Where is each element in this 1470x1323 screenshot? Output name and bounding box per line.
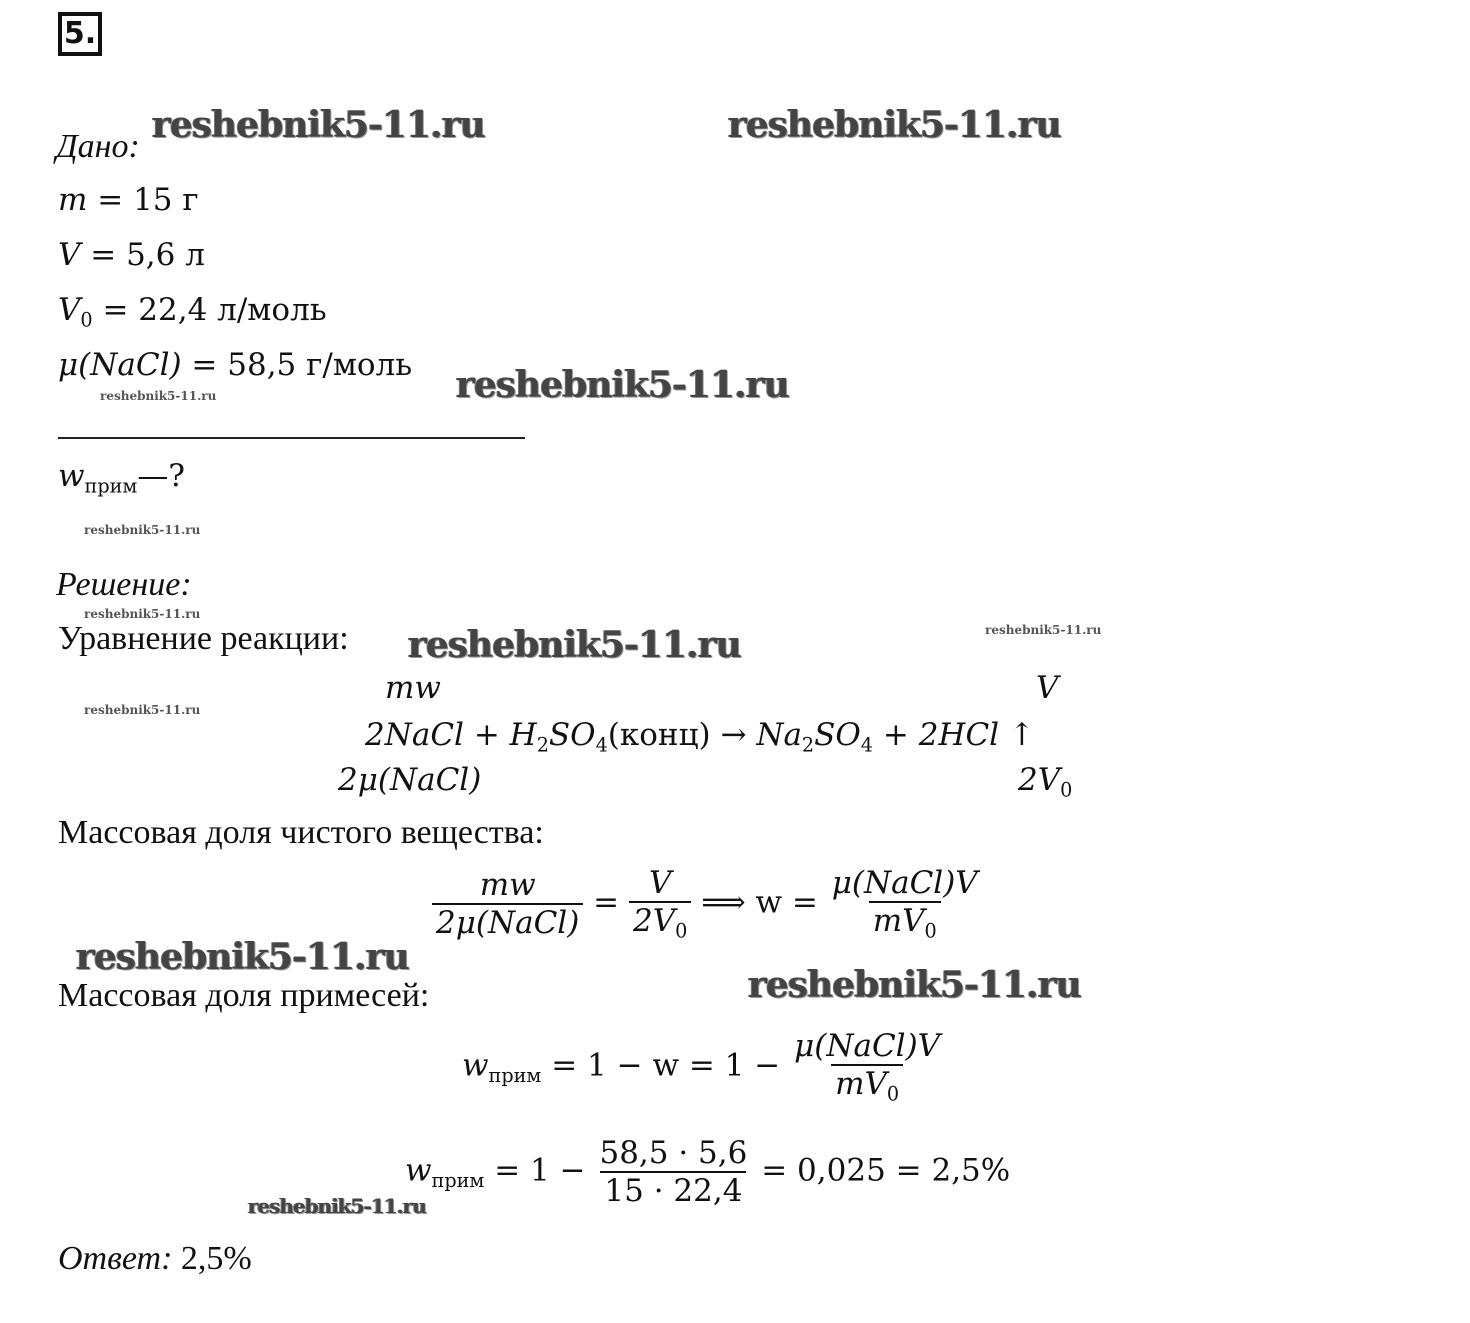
answer-line [58, 1240, 252, 1278]
fraction-mw-denominator: 2μ(NaCl) [432, 903, 583, 941]
salt-sub2: 4 [860, 733, 874, 757]
salt-sub1: 2 [801, 733, 815, 757]
formula3-fraction [595, 1135, 751, 1209]
var-v0-sub: 0 [80, 308, 93, 332]
acid-so: SO [548, 717, 596, 753]
formula3-mid: = 1 − [484, 1152, 596, 1189]
acid-h: H [509, 717, 537, 753]
salt-na: Na [756, 717, 802, 753]
acid-tail: (конц) → [607, 717, 757, 753]
find-sub: прим [84, 474, 138, 498]
fraction-v-den-sub: 0 [675, 919, 688, 943]
formula3-lhs: w [405, 1152, 432, 1189]
fraction-mw [432, 867, 583, 941]
fraction-w-den-var: mV [872, 903, 925, 939]
formula2-den-sub: 0 [886, 1082, 900, 1106]
fraction-w [828, 865, 982, 943]
formula2-numerator: μ(NaCl)V [794, 1028, 941, 1064]
find-var: w [58, 458, 85, 494]
find-line [58, 458, 185, 498]
problem-number-badge: 5. [58, 12, 102, 56]
formula3-numerator: 58,5 · 5,6 [599, 1135, 748, 1171]
pure-fraction-label: Массовая доля чистого вещества: [58, 814, 544, 851]
var-mu: μ(NaCl) [58, 347, 182, 383]
value-v: = 5,6 л [80, 237, 205, 273]
fraction-w-den-sub: 0 [924, 919, 937, 943]
formula2-lhs-sub: прим [488, 1064, 542, 1088]
formula-pure-fraction [432, 865, 982, 943]
formula3-lhs-sub: прим [431, 1169, 485, 1193]
watermark: reshebnik5-11.ru [456, 364, 789, 406]
formula2-fraction [790, 1028, 944, 1106]
watermark: reshebnik5-11.ru [985, 623, 1102, 637]
reaction-below-left: 2μ(NaCl) [338, 762, 482, 798]
watermark: reshebnik5-11.ru [100, 389, 217, 403]
fraction-v [629, 865, 691, 943]
formula3-tail: = 0,025 = 2,5% [751, 1152, 1011, 1189]
reaction-equation [365, 717, 1035, 757]
given-molar-volume [58, 292, 327, 332]
formula-impurity [462, 1028, 944, 1106]
formula1-implies: ⟹ w = [691, 884, 828, 921]
given-molar-mass [58, 347, 412, 383]
watermark: reshebnik5-11.ru [84, 703, 201, 717]
fraction-v-denominator [629, 901, 691, 943]
impurity-fraction-label: Массовая доля примесей: [58, 977, 430, 1014]
watermark: reshebnik5-11.ru [248, 1194, 426, 1218]
salt-so: SO [814, 717, 861, 753]
formula2-den-var: mV [835, 1066, 887, 1102]
formula2-mid: = 1 − w = 1 − [541, 1047, 791, 1084]
formula2-lhs: w [462, 1047, 489, 1084]
solution-label: Решение: [56, 566, 192, 603]
fraction-v-den-var: 2V [633, 903, 676, 939]
product-hcl: 2HCl [918, 717, 1000, 753]
fraction-v-numerator: V [648, 865, 672, 901]
var-v: V [58, 237, 81, 273]
fraction-w-numerator: μ(NaCl)V [831, 865, 978, 901]
reaction-plus2: + [873, 717, 919, 753]
watermark: reshebnik5-11.ru [76, 936, 409, 978]
fraction-mw-numerator: mw [479, 866, 536, 903]
fraction-w-denominator [869, 901, 941, 943]
reactant-nacl: 2NaCl [365, 717, 464, 753]
watermark: reshebnik5-11.ru [408, 624, 741, 666]
formula3-denominator: 15 · 22,4 [600, 1171, 746, 1209]
formula-calculation [405, 1135, 1010, 1209]
watermark: reshebnik5-11.ru [748, 964, 1081, 1006]
formula1-equals: = [583, 884, 629, 921]
value-mu: = 58,5 г/моль [181, 347, 413, 383]
acid-sub2: 4 [595, 733, 608, 757]
given-separator [58, 437, 525, 439]
reaction-above-left: mw [385, 670, 441, 706]
acid-sub1: 2 [536, 733, 549, 757]
watermark: reshebnik5-11.ru [84, 607, 201, 621]
watermark: reshebnik5-11.ru [152, 104, 485, 146]
value-m: = 15 г [87, 182, 199, 218]
given-volume [58, 237, 205, 273]
find-tail: —? [137, 458, 185, 494]
below-right-sub: 0 [1060, 778, 1073, 802]
watermark: reshebnik5-11.ru [728, 104, 1061, 146]
reaction-above-right: V [1036, 670, 1059, 706]
value-v0: = 22,4 л/моль [92, 292, 327, 328]
given-mass [58, 182, 199, 218]
below-right-var: 2V [1018, 762, 1061, 798]
reaction-plus1: + [463, 717, 510, 753]
watermark: reshebnik5-11.ru [84, 523, 201, 537]
reaction-below-right [1018, 762, 1072, 802]
gas-arrow-icon: ↑ [999, 717, 1035, 753]
reaction-label: Уравнение реакции: [58, 620, 349, 657]
var-v0: V [58, 292, 81, 328]
answer-value: 2,5% [172, 1240, 252, 1277]
formula2-denominator [831, 1064, 903, 1106]
given-label: Дано: [56, 128, 140, 165]
answer-label: Ответ: [58, 1240, 173, 1277]
var-m: m [58, 182, 88, 218]
